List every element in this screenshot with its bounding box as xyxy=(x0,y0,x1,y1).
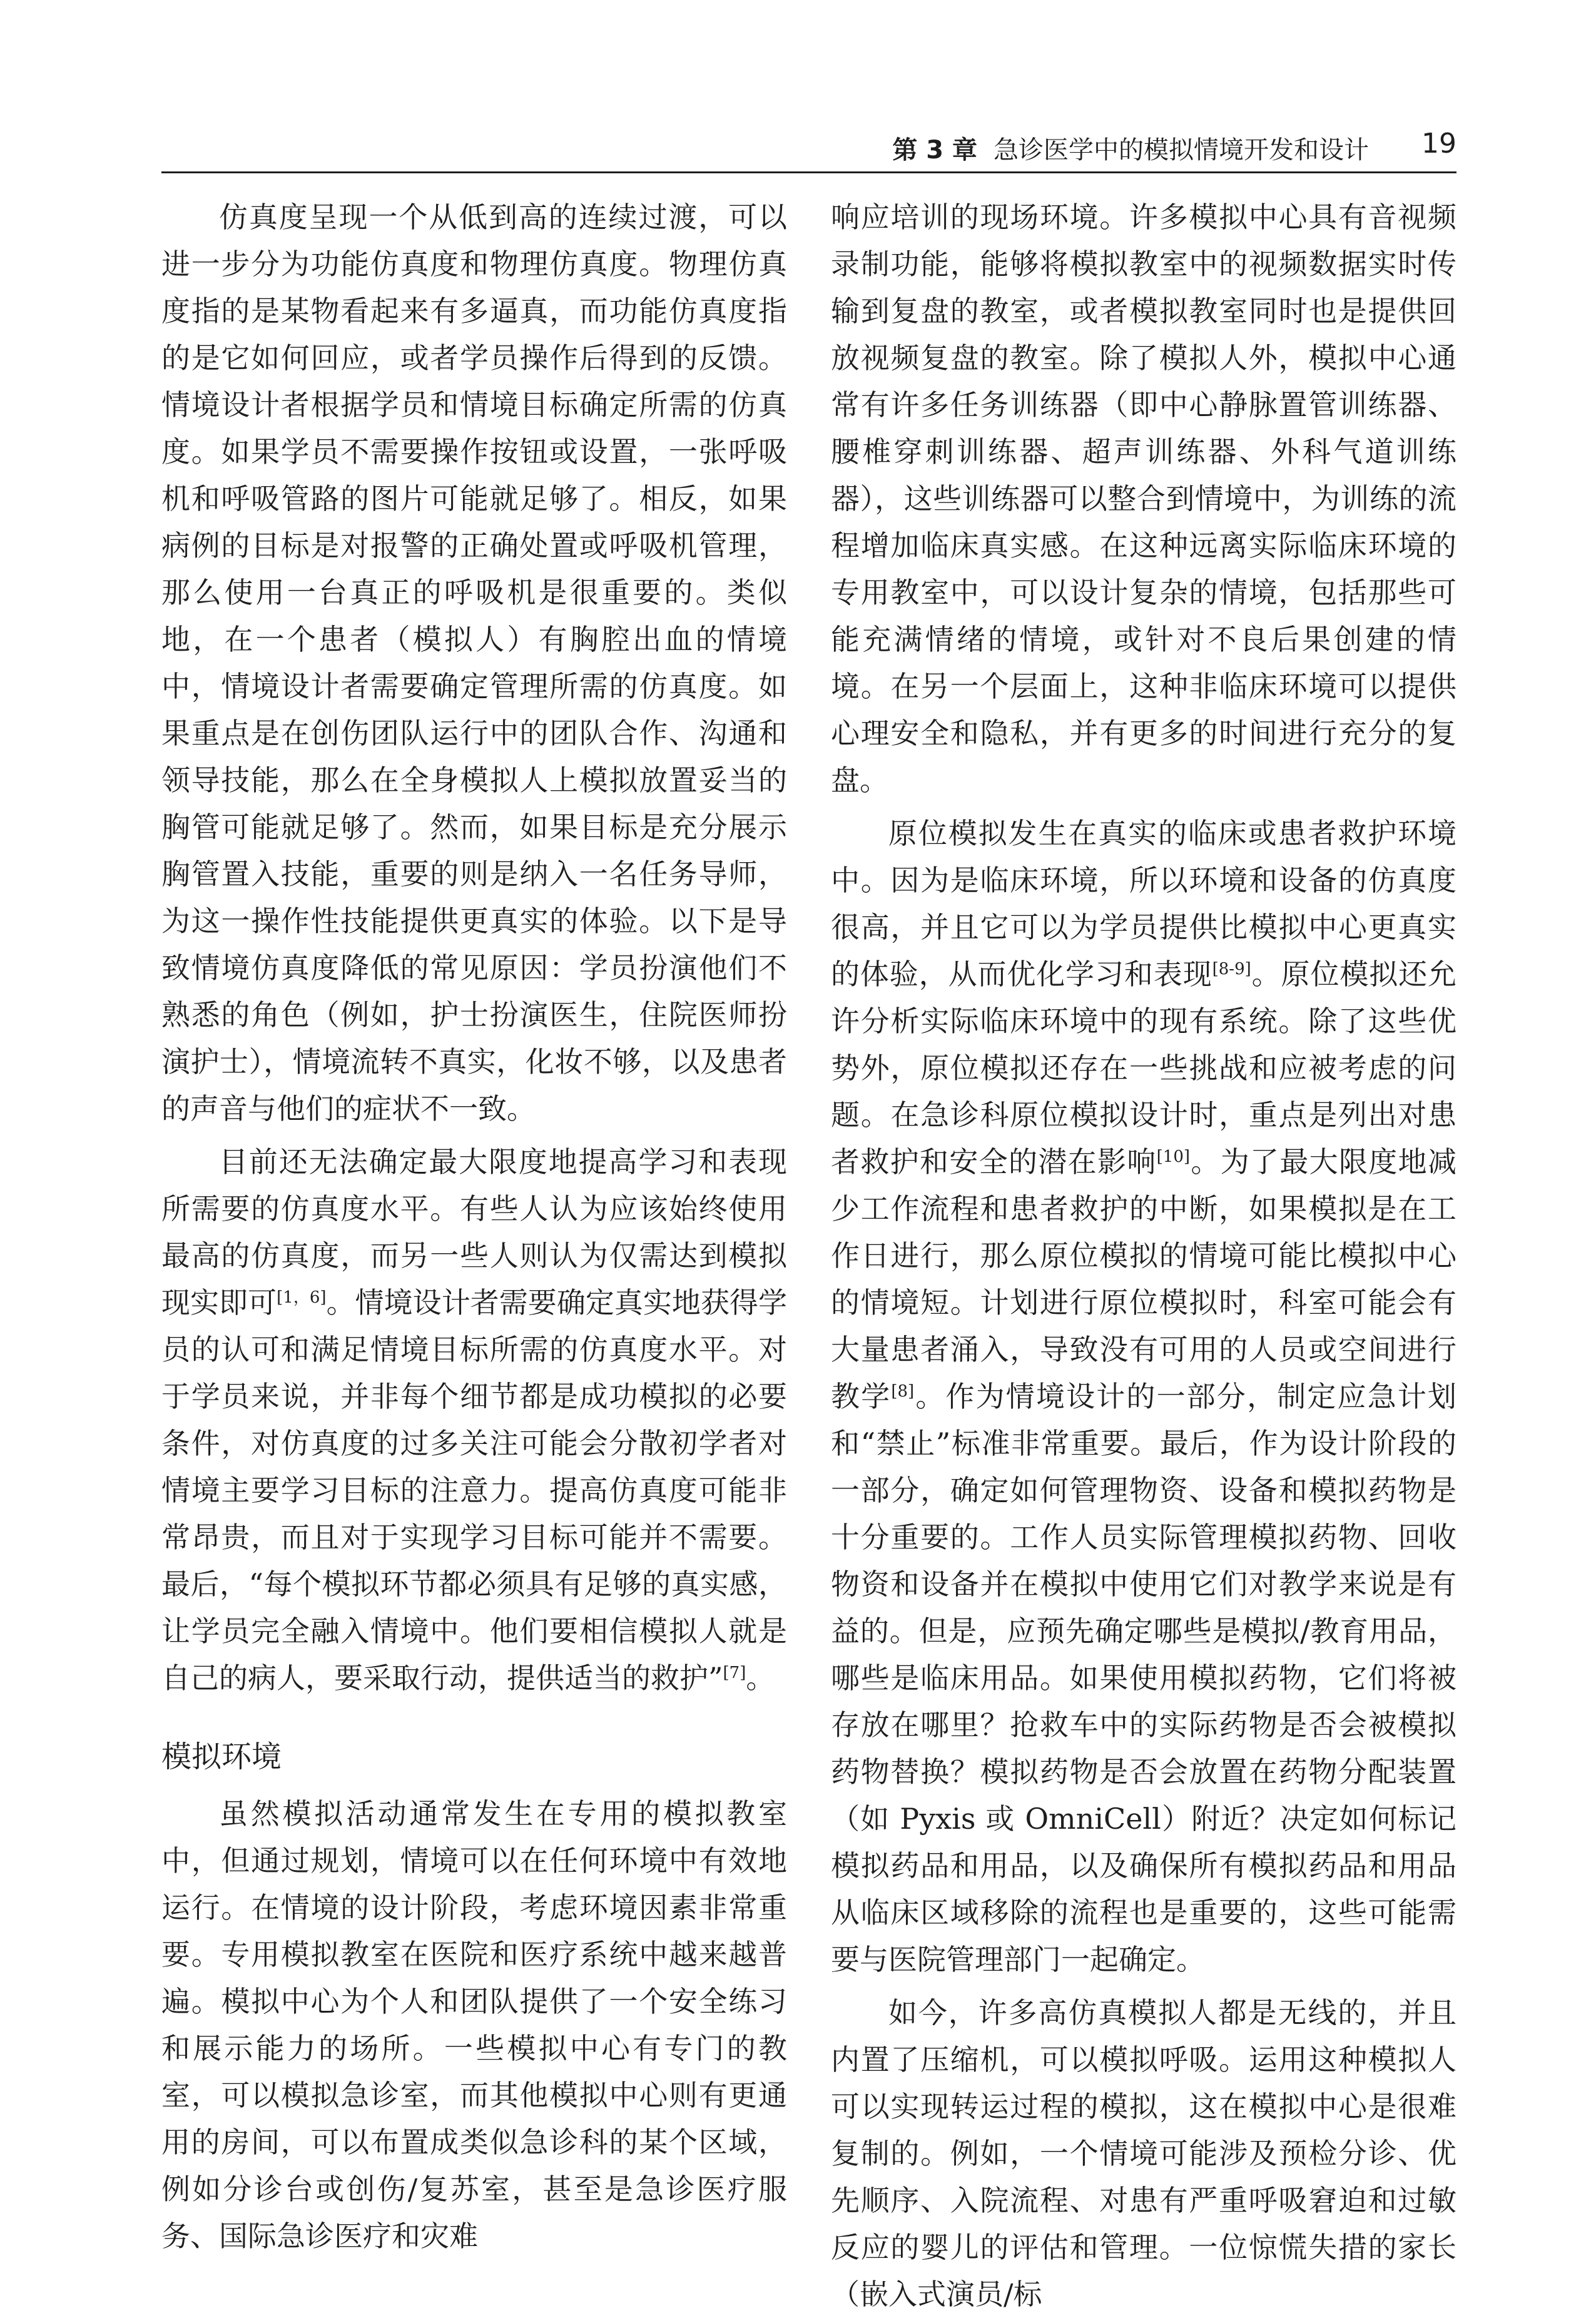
left-column xyxy=(161,194,787,2260)
text-run: 原位模拟发生在真实的临床或患者救护环境中。因为是临床环境，所以环境和设备的仿真度很高，并且它可以为学员提供比模拟中心更真实的体验，从而优化学习和表现 xyxy=(831,816,1456,991)
text-run: 。为了最大限度地减少工作流程和患者救护的中断，如果模拟是在工作日进行，那么原位模拟的情境可能比模拟中心的情境短。计划进行原位模拟时，科室可能会有大量患者涌入，导致没有可用的人员或空间进行教学 xyxy=(831,1145,1457,1413)
text-run: 。原位模拟还允许分析实际临床环境中的现有系统。除了这些优势外，原位模拟还存在一些挑战和应被考虑的问题。在急诊科原位模拟设计时，重点是列出对患者救护和安全的潜在影响 xyxy=(831,957,1457,1179)
paragraph: 如今，许多高仿真模拟人都是无线的，并且内置了压缩机，可以模拟呼吸。运用这种模拟人可以实现转运过程的模拟，这在模拟中心是很难复制的。例如，一个情境可能涉及预检分诊、优先顺序、入院流程、对患有严重呼吸窘迫和过敏反应的婴儿的评估和管理。一位惊慌失措的家长（嵌入式演员/标 xyxy=(831,1996,1456,2311)
section-heading: 模拟环境 xyxy=(161,1739,282,1774)
citation: [8] xyxy=(891,1382,915,1401)
text-run: 。 xyxy=(746,1661,775,1695)
right-column xyxy=(831,194,1456,2318)
citation: [8-9] xyxy=(1212,960,1251,979)
running-header xyxy=(161,119,1456,173)
paragraph xyxy=(831,810,1456,1983)
citation: [7] xyxy=(723,1664,746,1682)
paragraph: 响应培训的现场环境。许多模拟中心具有音视频录制功能，能够将模拟教室中的视频数据实时传输到复盘的教室，或者模拟教室同时也是提供回放视频复盘的教室。除了模拟人外，模拟中心通常有许多任务训练器（即中心静脉置管训练器、腰椎穿刺训练器、超声训练器、外科气道训练器），这些训练器可以整合到情境中，为训练的流程增加临床真实感。在这种远离实际临床环境的专用教室中，可以设计复杂的情境，包括那些可能充满情绪的情境，或针对不良后果创建的情境。在另一个层面上，这种非临床环境可以提供心理安全和隐私，并有更多的时间进行充分的复盘。 xyxy=(831,200,1456,797)
paragraph xyxy=(161,1139,787,1702)
paragraph: 虽然模拟活动通常发生在专用的模拟教室中，但通过规划，情境可以在任何环境中有效地运行。在情境的设计阶段，考虑环境因素非常重要。专用模拟教室在医院和医疗系统中越来越普遍。模拟中心为个人和团队提供了一个安全练习和展示能力的场所。一些模拟中心有专门的教室，可以模拟急诊室，而其他模拟中心则有更通用的房间，可以布置成类似急诊科的某个区域，例如分诊台或创伤/复苏室，甚至是急诊医疗服务、国际急诊医疗和灾难 xyxy=(161,1797,787,2253)
citation: [10] xyxy=(1156,1147,1191,1166)
chapter-label: 第 3 章 xyxy=(892,136,977,165)
text-run: 目前还无法确定最大限度地提高学习和表现所需要的仿真度水平。有些人认为应该始终使用最高的仿真度，而另一些人则认为仅需达到模拟现实即可 xyxy=(161,1145,787,1319)
chapter-title: 急诊医学中的模拟情境开发和设计 xyxy=(994,136,1369,165)
citation: [1，6] xyxy=(277,1288,327,1307)
page-number: 19 xyxy=(1421,128,1456,160)
chapter-heading xyxy=(892,130,1369,166)
text-run: 。作为情境设计的一部分，制定应急计划和“禁止”标准非常重要。最后，作为设计阶段的一部分，确定如何管理物资、设备和模拟药物是十分重要的。工作人员实际管理模拟药物、回收物资和设备并在模拟中使用它们对教学来说是有益的。但是，应预先确定哪些是模拟/教育用品，哪些是临床用品。如果使用模拟药物，它们将被存放在哪里？抢救车中的实际药物是否会被模拟药物替换？模拟药物是否会放置在药物分配装置（如 Pyxis 或 OmniCell）附近？决定如何标记模拟药品和用品，以及确保所有模拟药品和用品从临床区域移除的流程也是重要的，这些可能需要与医院管理部门一起确定。 xyxy=(831,1380,1457,1976)
text-run: 。情境设计者需要确定真实地获得学员的认可和满足情境目标所需的仿真度水平。对于学员来说，并非每个细节都是成功模拟的必要条件，对仿真度的过多关注可能会分散初学者对情境主要学习目标的注意力。提高仿真度可能非常昂贵，而且对于实现学习目标可能并不需要。最后，“每个模拟环节都必须具有足够的真实感，让学员完全融入情境中。他们要相信模拟人就是自己的病人，要采取行动，提供适当的救护” xyxy=(161,1286,788,1695)
paragraph: 仿真度呈现一个从低到高的连续过渡，可以进一步分为功能仿真度和物理仿真度。物理仿真度指的是某物看起来有多逼真，而功能仿真度指的是它如何回应，或者学员操作后得到的反馈。情境设计者根据学员和情境目标确定所需的仿真度。如果学员不需要操作按钮或设置，一张呼吸机和呼吸管路的图片可能就足够了。相反，如果病例的目标是对报警的正确处置或呼吸机管理，那么使用一台真正的呼吸机是很重要的。类似地，在一个患者（模拟人）有胸腔出血的情境中，情境设计者需要确定管理所需的仿真度。如果重点是在创伤团队运行中的团队合作、沟通和领导技能，那么在全身模拟人上模拟放置妥当的胸管可能就足够了。然而，如果目标是充分展示胸管置入技能，重要的则是纳入一名任务导师，为这一操作性技能提供更真实的体验。以下是导致情境仿真度降低的常见原因：学员扮演他们不熟悉的角色（例如，护士扮演医生，住院医师扮演护士），情境流转不真实，化妆不够，以及患者的声音与他们的症状不一致。 xyxy=(161,200,787,1126)
